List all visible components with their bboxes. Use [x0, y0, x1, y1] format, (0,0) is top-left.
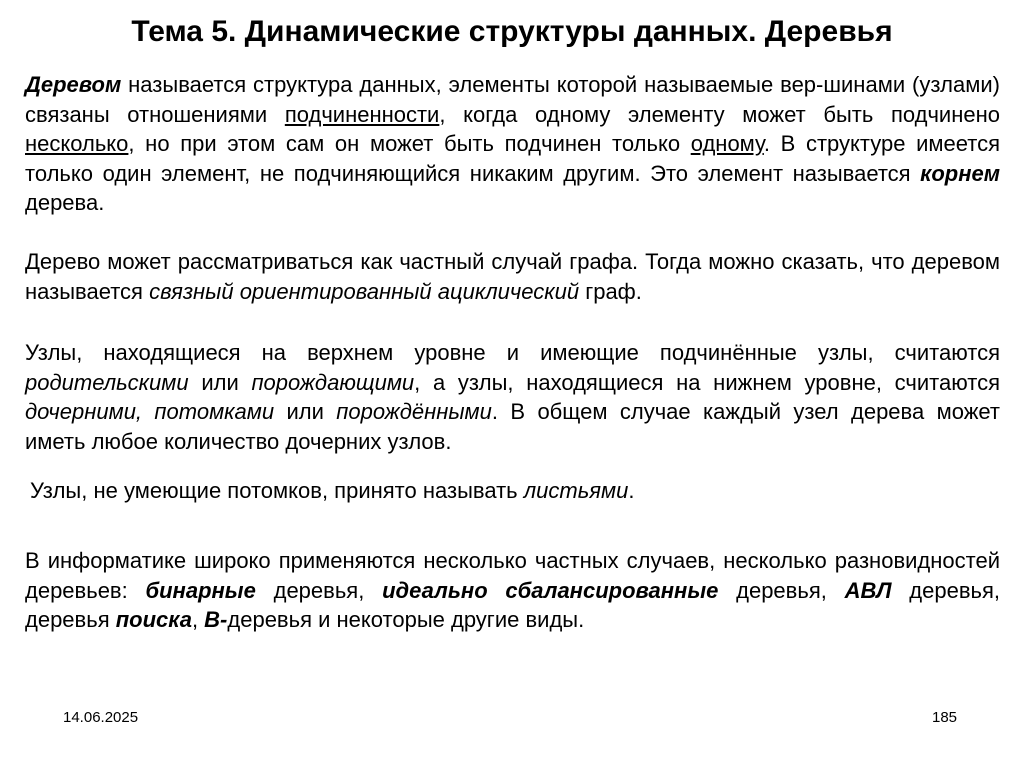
footer-date: 14.06.2025 — [63, 709, 139, 726]
text-segment: , а узлы, находящиеся на нижнем уровне, считаются — [414, 369, 1000, 395]
term-generated: порождёнными — [336, 399, 492, 424]
text-segment: деревья и некоторые другие виды. — [227, 607, 585, 632]
term-binary: бинарные — [145, 577, 256, 603]
text-segment: В информатике широко применяются несколько частных случаев, несколько разновидностей деревьев: — [25, 548, 1000, 603]
term-one: одному — [690, 131, 764, 156]
text-segment: деревья, деревья — [25, 577, 1000, 632]
text-segment: или — [274, 399, 337, 424]
text-segment: . В структуре имеется только один элемент, не подчиняющийся никаким другим. Это элемент называется — [25, 131, 1000, 186]
text-segment: дерева. — [25, 190, 105, 215]
page-number: 185 — [932, 709, 958, 726]
paragraph-leaves — [30, 476, 1000, 506]
text-segment: , — [191, 607, 205, 632]
text-segment: деревья, — [255, 577, 383, 603]
text-segment: Узлы, находящиеся на верхнем уровне и имеющие подчинённые узлы, считаются — [25, 340, 1000, 365]
paragraph-tree-as-graph — [25, 247, 1000, 306]
term-search: поиска — [115, 607, 192, 632]
text-segment: называется структура данных, элементы которой называемые вер-шинами (узлами) связаны отношениями — [25, 72, 1000, 127]
text-segment: , когда одному элементу может быть подчинено — [439, 101, 1000, 127]
term-leaves: листьями — [523, 478, 629, 503]
term-root: корнем — [920, 160, 1000, 186]
term-subordination: подчиненности — [284, 101, 440, 127]
term-connected-dag: связный ориентированный ациклический — [149, 278, 580, 304]
paragraph-node-levels — [25, 338, 1000, 456]
term-avl: АВЛ — [844, 577, 892, 603]
term-children: дочерними, потомками — [25, 399, 275, 424]
term-parent: родительскими — [25, 369, 189, 395]
term-b-tree: B- — [204, 607, 228, 632]
text-segment: , но при этом сам он может быть подчинен только — [128, 131, 691, 156]
slide-title: Тема 5. Динамические структуры данных. Деревья — [131, 15, 893, 48]
text-segment: Дерево может рассматриваться как частный случай графа. Тогда можно сказать, что деревом называется — [25, 249, 1000, 304]
text-segment: Узлы, не умеющие потомков, принято называть — [30, 478, 524, 503]
text-segment: деревья, — [718, 577, 845, 603]
term-several: несколько — [25, 131, 129, 156]
term-tree: Деревом — [25, 72, 122, 97]
text-segment: . — [628, 478, 635, 503]
term-generating: порождающими — [251, 369, 415, 395]
text-segment: или — [188, 369, 252, 395]
term-perfectly-balanced: идеально сбалансированные — [382, 577, 719, 603]
paragraph-tree-kinds — [25, 546, 1000, 635]
text-segment: . В общем случае каждый узел дерева может иметь любое количество дочерних узлов. — [25, 399, 1001, 454]
paragraph-tree-definition — [25, 70, 1000, 218]
text-segment: граф. — [579, 278, 642, 304]
